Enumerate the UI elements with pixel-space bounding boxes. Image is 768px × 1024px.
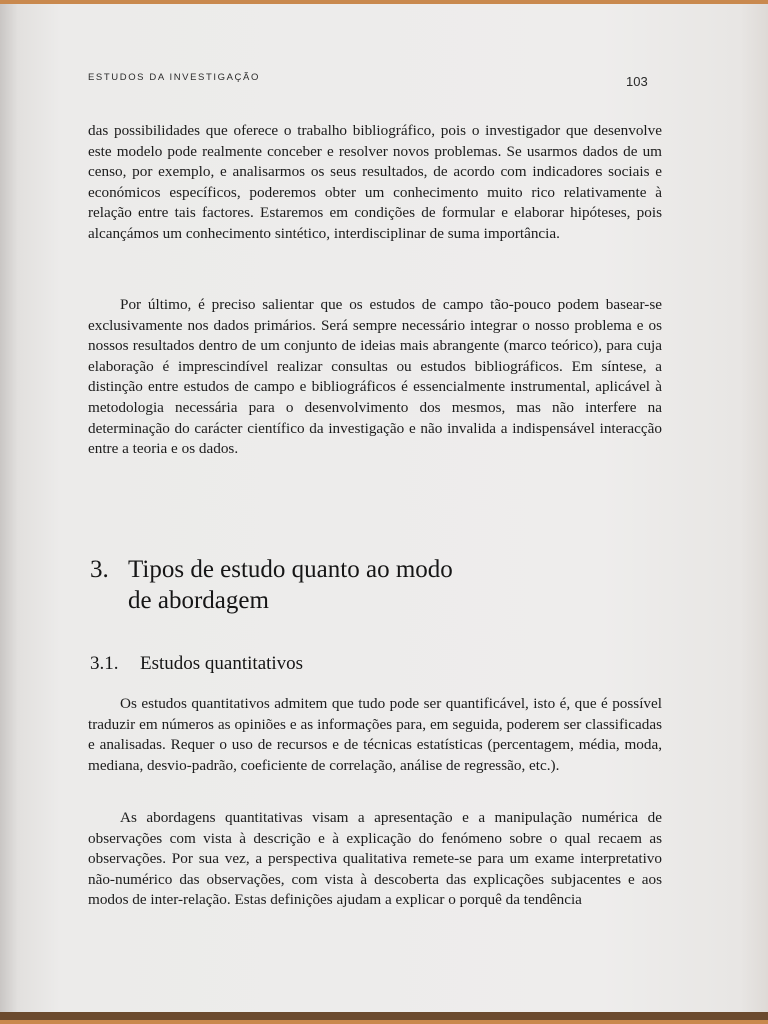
book-page bbox=[0, 4, 768, 1020]
section-heading bbox=[90, 554, 650, 616]
subsection-number: 3.1. bbox=[90, 653, 119, 674]
paragraph-2: Por último, é preciso salientar que os estudos de campo tão-pouco podem basear-se exclusivamente nos dados primários. Será sempre necessário integrar o nosso problema e os nossos resultados dentro de um conjunto de ideias mais abrangente (marco teórico), para cuja elaboração é imprescindível realizar consultas ou estudos bibliográficos. Em síntese, a distinção entre estudos de campo e bibliográficos é essencialmente instrumental, aplicável à metodologia necessária para o desenvolvimento dos mesmos, mas não interfere na determinação do carácter científico da investigação e não invalida a indispensável interacção entre a teoria e os dados. bbox=[88, 296, 662, 458]
page-number: 103 bbox=[626, 74, 648, 89]
paragraph-3: Os estudos quantitativos admitem que tudo pode ser quantificável, isto é, que é possível traduzir em números as opiniões e as informações para, em seguida, poderem ser classificadas e analisadas. Requer o uso de recursos e de técnicas estatísticas (percentagem, média, moda, mediana, desvio-padrão, coeficiente de correlação, análise de regressão, etc.). bbox=[88, 695, 662, 774]
section-title-line-1: Tipos de estudo quanto ao modo bbox=[128, 556, 453, 583]
section-title-line-2: de abordagem bbox=[128, 587, 269, 614]
paragraph-4: As abordagens quantitativas visam a apresentação e a manipulação numérica de observações com vista à descrição e à explicação do fenómeno sobre o qual recaem as observações. Por sua vez, a perspectiva qualitativa remete-se para um exame interpretativo não-numérico das observações, com vista à descoberta das explicações subjacentes e aos modos de inter-relação. Estas definições ajudam a explicar o porquê da tendência bbox=[88, 809, 662, 909]
section-number: 3. bbox=[90, 556, 109, 583]
running-head: ESTUDOS DA INVESTIGAÇÃO bbox=[88, 72, 260, 83]
subsection-title: Estudos quantitativos bbox=[140, 653, 304, 674]
subsection-heading bbox=[90, 652, 303, 676]
page-edge-shadow bbox=[0, 1012, 768, 1020]
paragraph-1: das possibilidades que oferece o trabalho bibliográfico, pois o investigador que desenvolve este modelo pode realmente conceber e resolver novos problemas. Se usarmos dados de um censo, por exemplo, e analisarmos os seus resultados, de acordo com indicadores sociais e económicos específicos, poderemos obter um conhecimento muito rico relativamente à relação entre tais factores. Estaremos em condições de formular e elaborar hipóteses, pois alcançámos um conhecimento sintético, interdisciplinar de suma importância. bbox=[88, 122, 662, 242]
